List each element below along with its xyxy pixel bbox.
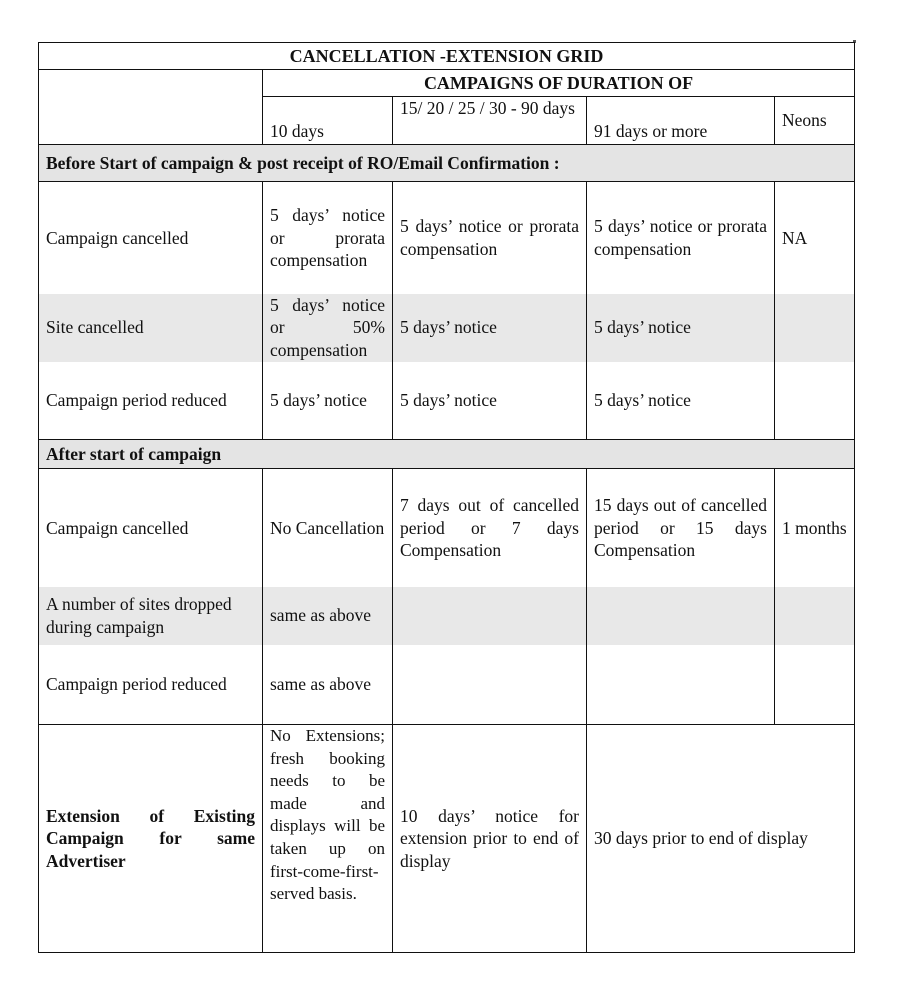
table-cell: 10 days’ notice for extension prior to end of display: [393, 725, 587, 953]
table-cell: 5 days’ notice: [393, 362, 587, 440]
row-label-extension: Extension of Existing Campaign for same Advertiser: [39, 725, 263, 953]
table-cell: same as above: [263, 587, 393, 645]
row-label: Campaign period reduced: [39, 362, 263, 440]
table-cell: [587, 645, 775, 725]
table-subtitle: CAMPAIGNS OF DURATION OF: [263, 70, 855, 97]
header-blank-cell: [39, 70, 263, 145]
table-cell: 5 days’ notice or prorata compensation: [587, 182, 775, 294]
table-title: CANCELLATION -EXTENSION GRID: [39, 43, 855, 70]
table-cell: 5 days’ notice: [587, 362, 775, 440]
table-cell: 5 days’ notice or prorata compensation: [393, 182, 587, 294]
table-cell: 5 days’ notice: [587, 294, 775, 362]
table-cell: 1 months: [775, 469, 855, 587]
table-cell: [775, 294, 855, 362]
table-cell: same as above: [263, 645, 393, 725]
row-label: Site cancelled: [39, 294, 263, 362]
table-cell: 5 days’ notice: [393, 294, 587, 362]
table-cell: [393, 587, 587, 645]
table-cell: [775, 587, 855, 645]
table-cell: 5 days’ notice or prorata compensation: [263, 182, 393, 294]
row-label: Campaign cancelled: [39, 182, 263, 294]
section-heading-before-start: Before Start of campaign & post receipt of RO/Email Confirmation :: [39, 145, 855, 182]
table-cell: 5 days’ notice or 50% compensation: [263, 294, 393, 362]
row-label: A number of sites dropped during campaign: [39, 587, 263, 645]
table-cell: 7 days out of cancelled period or 7 days Compensation: [393, 469, 587, 587]
table-cell: 15 days out of cancelled period or 15 days Compensation: [587, 469, 775, 587]
table-cell: 30 days prior to end of display: [587, 725, 855, 953]
col-header-15-90-days: 15/ 20 / 25 / 30 - 90 days: [393, 97, 587, 145]
table-cell: [587, 587, 775, 645]
row-label: Campaign period reduced: [39, 645, 263, 725]
table-cell: [775, 362, 855, 440]
table-cell: No Extensions; fresh booking needs to be made and displays will be taken up on first-come-first-served basis.: [263, 725, 393, 953]
row-label: Campaign cancelled: [39, 469, 263, 587]
table-cell: No Cancellation: [263, 469, 393, 587]
table-cell: [393, 645, 587, 725]
col-header-10-days: 10 days: [263, 97, 393, 145]
cancellation-extension-grid: [38, 42, 855, 953]
table-cell: NA: [775, 182, 855, 294]
col-header-neons: Neons: [775, 97, 855, 145]
table-cell: 5 days’ notice: [263, 362, 393, 440]
table-cell: [775, 645, 855, 725]
section-heading-after-start: After start of campaign: [39, 440, 855, 469]
col-header-91-days: 91 days or more: [587, 97, 775, 145]
